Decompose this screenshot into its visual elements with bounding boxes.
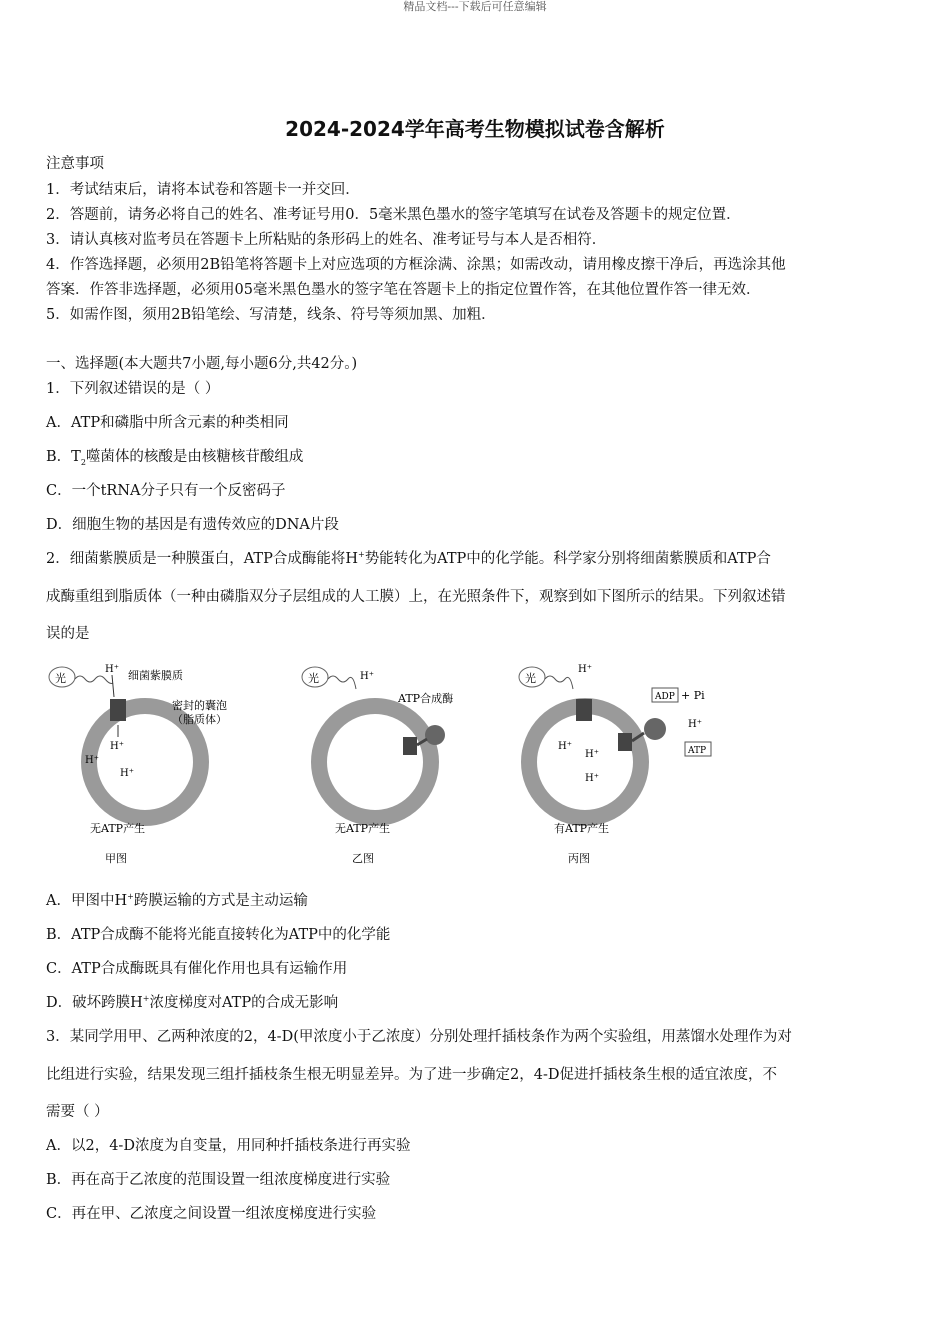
svg-text:H⁺: H⁺ <box>558 741 572 752</box>
svg-text:H⁺: H⁺ <box>585 773 599 784</box>
svg-text:光: 光 <box>55 672 66 685</box>
q3-stem-line2: 比组进行实验，结果发现三组扦插枝条生根无明显差异。为了进一步确定2，4-D促进扦插枝条生根的适宜浓度，不 <box>46 1067 777 1083</box>
q1-option-b: B．$T_2$噬菌体的核酸是由核糖核苷酸组成 <box>46 449 304 467</box>
svg-text:H⁺: H⁺ <box>585 749 599 760</box>
q1-option-c: C．一个tRNA分子只有一个反密码子 <box>46 483 286 499</box>
notice-item: 1．考试结束后，请将本试卷和答题卡一并交回． <box>46 182 360 198</box>
q2-option-c: C．ATP合成酶既具有催化作用也具有运输作用 <box>46 961 348 977</box>
notice-item: 2．答题前，请务必将自己的姓名、准考证号用0．5毫米黑色墨水的签字笔填写在试卷及答题卡的规定位置． <box>46 207 741 223</box>
notice-item: 4．作答选择题，必须用2B铅笔将答题卡上对应选项的方框涂满、涂黑；如需改动，请用橡皮擦干净后，再选涂其他 <box>46 257 786 273</box>
panel-yi <box>302 667 453 865</box>
svg-text:丙图: 丙图 <box>568 852 590 865</box>
page-title: 2024-2024学年高考生物模拟试卷含解析 <box>285 117 665 141</box>
notice-item: 3．请认真核对监考员在答题卡上所粘贴的条形码上的姓名、准考证号与本人是否相符． <box>46 232 607 248</box>
q2-stem-line1: 2．细菌紫膜质是一种膜蛋白，ATP合成酶能将H+势能转化为ATP中的化学能。科学家分别将细菌紫膜质和ATP合 <box>46 550 771 567</box>
svg-text:甲图: 甲图 <box>105 852 127 865</box>
svg-text:H⁺: H⁺ <box>360 671 374 682</box>
q1-option-a: A．ATP和磷脂中所含元素的种类相同 <box>46 415 289 431</box>
svg-text:ATP: ATP <box>688 746 707 756</box>
svg-text:H⁺: H⁺ <box>688 719 702 730</box>
svg-text:细菌紫膜质: 细菌紫膜质 <box>128 669 183 682</box>
q1-stem: 1．下列叙述错误的是（ ） <box>46 381 220 397</box>
svg-text:（脂质体）: （脂质体） <box>172 713 227 726</box>
svg-text:H⁺: H⁺ <box>105 664 119 675</box>
q3-stem-line3: 需要（ ） <box>46 1104 109 1120</box>
notice-item: 5．如需作图，须用2B铅笔绘、写清楚，线条、符号等须加黑、加粗． <box>46 307 496 323</box>
q2-stem-line2: 成酶重组到脂质体（一种由磷脂双分子层组成的人工膜）上，在光照条件下，观察到如下图所示的结果。下列叙述错 <box>46 589 786 605</box>
svg-text:H⁺: H⁺ <box>578 664 592 675</box>
svg-text:密封的囊泡: 密封的囊泡 <box>172 699 227 712</box>
svg-text:H⁺: H⁺ <box>110 741 124 752</box>
svg-text:H⁺: H⁺ <box>120 768 134 779</box>
q3-option-a: A．以2，4-D浓度为自变量，用同种扦插枝条进行再实验 <box>46 1138 411 1154</box>
svg-text:+ Pi: + Pi <box>681 689 705 702</box>
svg-text:光: 光 <box>525 672 536 685</box>
q3-option-c: C．再在甲、乙浓度之间设置一组浓度梯度进行实验 <box>46 1206 377 1222</box>
header-watermark: 精品文档---下载后可任意编辑 <box>403 0 547 13</box>
svg-text:有ATP产生: 有ATP产生 <box>554 822 610 835</box>
svg-text:无ATP产生: 无ATP产生 <box>90 822 146 835</box>
q3-option-b: B．再在高于乙浓度的范围设置一组浓度梯度进行实验 <box>46 1172 391 1188</box>
svg-text:无ATP产生: 无ATP产生 <box>335 822 391 835</box>
q2-option-d: D．破坏跨膜H+浓度梯度对ATP的合成无影响 <box>46 994 339 1011</box>
q2-option-b: B．ATP合成酶不能将光能直接转化为ATP中的化学能 <box>46 927 391 943</box>
svg-text:ATP合成酶: ATP合成酶 <box>398 692 454 705</box>
svg-text:ADP: ADP <box>655 692 675 702</box>
panel-jia <box>49 664 227 865</box>
q2-option-a: A．甲图中H+跨膜运输的方式是主动运输 <box>46 892 308 909</box>
section-heading: 一、选择题(本大题共7小题,每小题6分,共42分。) <box>46 356 358 372</box>
q2-stem-line3: 误的是 <box>46 626 90 642</box>
q3-stem-line1: 3．某同学用甲、乙两种浓度的2，4-D(甲浓度小于乙浓度）分别处理扦插枝条作为两个实验组，用蒸馏水处理作为对 <box>46 1029 792 1045</box>
svg-text:乙图: 乙图 <box>352 852 374 865</box>
atp-liposome-figure <box>40 657 740 872</box>
panel-bing <box>519 664 711 865</box>
q1-option-d: D．细胞生物的基因是有遗传效应的DNA片段 <box>46 517 339 533</box>
notice-heading: 注意事项 <box>46 156 104 172</box>
notice-item: 答案．作答非选择题，必须用05毫米黑色墨水的签字笔在答题卡上的指定位置作答，在其他位置作答一律无效． <box>46 282 761 298</box>
svg-text:光: 光 <box>308 672 319 685</box>
svg-text:H⁺: H⁺ <box>85 755 99 766</box>
